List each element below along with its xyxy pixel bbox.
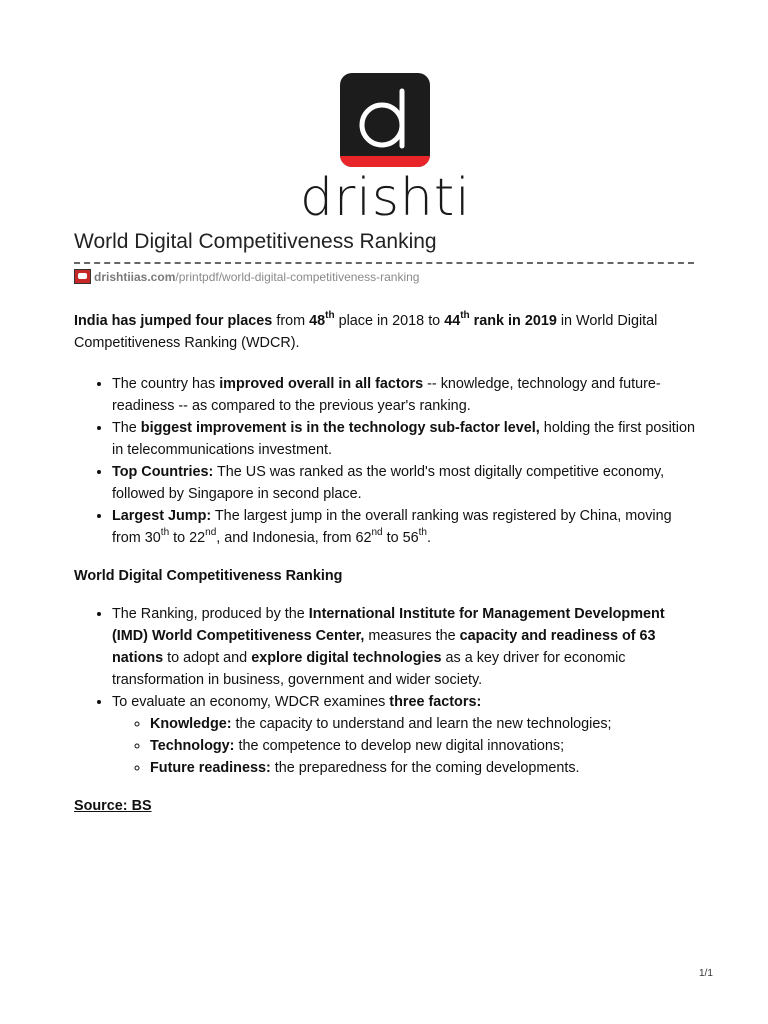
- key-points-list: [74, 373, 700, 549]
- list-item: ◦ Future readiness: the preparedness for the coming developments.: [150, 757, 700, 779]
- brand-wordmark: drishti: [300, 168, 471, 228]
- source-domain[interactable]: drishtiias.com: [94, 269, 176, 284]
- source-url[interactable]: [74, 269, 419, 284]
- list-item: • The country has improved overall in all factors -- knowledge, technology and future-readiness -- as compared to the previous year's ranking.: [112, 373, 700, 417]
- list-item: ◦ Knowledge: the capacity to understand and learn the new technologies;: [150, 713, 700, 735]
- list-item: ◦ Technology: the competence to develop new digital innovations;: [150, 735, 700, 757]
- source-path[interactable]: /printpdf/world-digital-competitiveness-ranking: [175, 269, 420, 284]
- source-link[interactable]: Source: BS: [74, 798, 152, 814]
- logo-red-bar: [340, 156, 430, 167]
- list-item: • Largest Jump: The largest jump in the overall ranking was registered by China, moving from 30th to 22nd, and Indonesia, from 62nd to 56th.: [112, 505, 700, 549]
- title-divider: [74, 262, 694, 264]
- ranking-details-list: [74, 603, 700, 779]
- favicon-icon: [74, 269, 91, 284]
- list-item: • Top Countries: The US was ranked as the world's most digitally competitive economy, followed by Singapore in second place.: [112, 461, 700, 505]
- page-number: 1/1: [699, 968, 713, 979]
- list-item: • The biggest improvement is in the technology sub-factor level, holding the first position in telecommunications investment.: [112, 417, 700, 461]
- article-body: [74, 310, 700, 817]
- page-title: World Digital Competitiveness Ranking: [74, 230, 437, 253]
- list-item: • The Ranking, produced by the International Institute for Management Development (IMD) World Competitiveness Center, measures the capacity and readiness of 63 nations to adopt and explore digital technologies as a key driver for economic transformation in business, government and wider society.: [112, 603, 700, 691]
- letter-d-icon: [340, 73, 430, 167]
- list-item: • To evaluate an economy, WDCR examines three factors: ◦ Knowledge: the capacity to understand and learn the new technologies; ◦ Technology: the competence to develop new digital innovations; ◦ Future readiness: the preparedness for the coming developments.: [112, 691, 700, 779]
- factors-list: [112, 713, 700, 779]
- logo-d-icon: [340, 73, 430, 167]
- intro-paragraph: India has jumped four places from 48th place in 2018 to 44th rank in 2019 in World Digital Competitiveness Ranking (WDCR).: [74, 310, 658, 351]
- section-heading: World Digital Competitiveness Ranking: [74, 568, 343, 584]
